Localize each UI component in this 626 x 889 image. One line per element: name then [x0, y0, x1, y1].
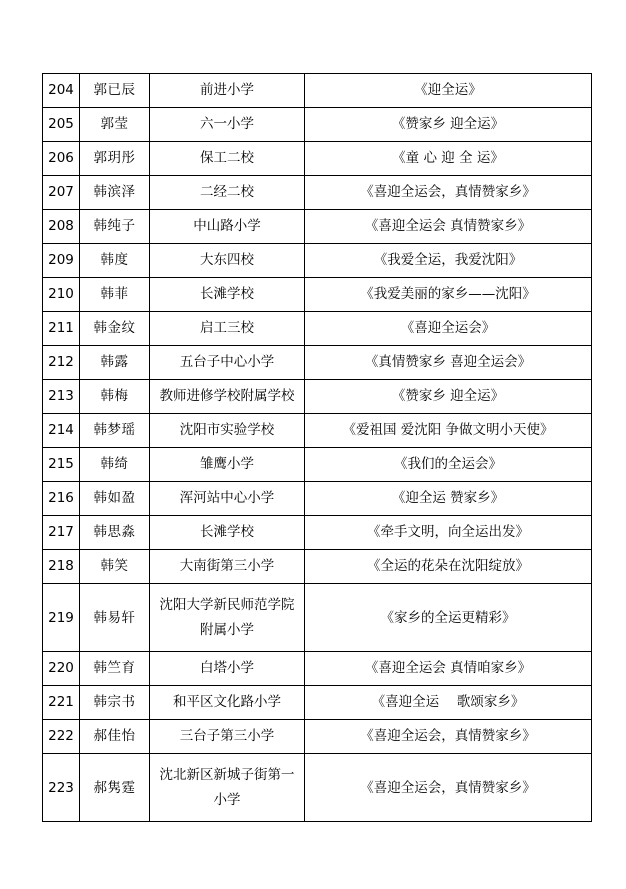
table-row [43, 652, 592, 686]
school-name [150, 754, 305, 822]
entry-number: 214 [43, 414, 80, 448]
table-row [43, 210, 592, 244]
work-title: 《我们的全运会》 [305, 448, 592, 482]
work-title: 《爱祖国 爱沈阳 争做文明小天使》 [305, 414, 592, 448]
work-title: 《全运的花朵在沈阳绽放》 [305, 550, 592, 584]
entry-number: 218 [43, 550, 80, 584]
work-title: 《喜迎全运会，真情赞家乡》 [305, 176, 592, 210]
table-row [43, 380, 592, 414]
student-name: 郝隽霆 [80, 754, 150, 822]
school-name: 浑河站中心小学 [150, 482, 305, 516]
table-row [43, 244, 592, 278]
student-name: 韩滨泽 [80, 176, 150, 210]
student-name: 郭莹 [80, 108, 150, 142]
school-name: 长滩学校 [150, 516, 305, 550]
work-title: 《喜迎全运 歌颂家乡》 [305, 686, 592, 720]
school-name-line: 小学 [213, 791, 241, 808]
school-name: 启工三校 [150, 312, 305, 346]
student-name: 郭玥彤 [80, 142, 150, 176]
school-name: 教师进修学校附属学校 [150, 380, 305, 414]
work-title: 《迎全运》 [305, 74, 592, 108]
student-name: 韩纯子 [80, 210, 150, 244]
school-name: 保工二校 [150, 142, 305, 176]
student-name: 韩竺育 [80, 652, 150, 686]
student-name: 韩金纹 [80, 312, 150, 346]
entry-number: 220 [43, 652, 80, 686]
work-title: 《迎全运 赞家乡》 [305, 482, 592, 516]
school-name: 白塔小学 [150, 652, 305, 686]
work-title: 《真情赞家乡 喜迎全运会》 [305, 346, 592, 380]
work-title: 《我爱美丽的家乡——沈阳》 [305, 278, 592, 312]
entry-number: 223 [43, 754, 80, 822]
table-row [43, 550, 592, 584]
school-name: 前进小学 [150, 74, 305, 108]
table-row [43, 754, 592, 822]
school-name-line: 沈北新区新城子街第一 [159, 766, 295, 783]
entry-number: 206 [43, 142, 80, 176]
school-name: 大南街第三小学 [150, 550, 305, 584]
school-name: 二经二校 [150, 176, 305, 210]
school-name: 中山路小学 [150, 210, 305, 244]
student-name: 韩绮 [80, 448, 150, 482]
work-title: 《赞家乡 迎全运》 [305, 380, 592, 414]
student-name: 韩梦瑶 [80, 414, 150, 448]
student-name: 韩梅 [80, 380, 150, 414]
table-row [43, 176, 592, 210]
entry-number: 219 [43, 584, 80, 652]
student-name: 韩思淼 [80, 516, 150, 550]
school-name: 大东四校 [150, 244, 305, 278]
entry-number: 205 [43, 108, 80, 142]
student-name: 韩度 [80, 244, 150, 278]
work-title: 《家乡的全运更精彩》 [305, 584, 592, 652]
work-title: 《喜迎全运会，真情赞家乡》 [305, 720, 592, 754]
entry-number: 221 [43, 686, 80, 720]
student-name: 郭已辰 [80, 74, 150, 108]
entry-number: 208 [43, 210, 80, 244]
school-name: 沈阳市实验学校 [150, 414, 305, 448]
entry-table-body [43, 74, 592, 822]
table-row [43, 346, 592, 380]
student-name: 韩笑 [80, 550, 150, 584]
student-name: 韩菲 [80, 278, 150, 312]
school-name: 三台子第三小学 [150, 720, 305, 754]
student-name: 韩宗书 [80, 686, 150, 720]
work-title: 《喜迎全运会》 [305, 312, 592, 346]
table-row [43, 720, 592, 754]
work-title: 《童 心 迎 全 运》 [305, 142, 592, 176]
work-title: 《赞家乡 迎全运》 [305, 108, 592, 142]
student-name: 韩易轩 [80, 584, 150, 652]
student-name: 韩如盈 [80, 482, 150, 516]
entry-table [42, 73, 592, 822]
table-row [43, 516, 592, 550]
work-title: 《我爱全运，我爱沈阳》 [305, 244, 592, 278]
school-name: 六一小学 [150, 108, 305, 142]
student-name: 韩露 [80, 346, 150, 380]
work-title: 《牵手文明，向全运出发》 [305, 516, 592, 550]
table-row [43, 448, 592, 482]
table-row [43, 278, 592, 312]
table-row [43, 414, 592, 448]
school-name-line: 沈阳大学新民师范学院 [159, 596, 295, 613]
school-name [150, 584, 305, 652]
work-title: 《喜迎全运会 真情赞家乡》 [305, 210, 592, 244]
entry-number: 215 [43, 448, 80, 482]
entry-number: 207 [43, 176, 80, 210]
table-row [43, 584, 592, 652]
entry-number: 210 [43, 278, 80, 312]
school-name: 长滩学校 [150, 278, 305, 312]
table-row [43, 686, 592, 720]
entry-number: 222 [43, 720, 80, 754]
entry-number: 212 [43, 346, 80, 380]
table-row [43, 482, 592, 516]
entry-number: 209 [43, 244, 80, 278]
work-title: 《喜迎全运会，真情赞家乡》 [305, 754, 592, 822]
entry-number: 216 [43, 482, 80, 516]
school-name: 和平区文化路小学 [150, 686, 305, 720]
entry-number: 217 [43, 516, 80, 550]
table-row [43, 108, 592, 142]
student-name: 郝佳怡 [80, 720, 150, 754]
entry-number: 213 [43, 380, 80, 414]
table-row [43, 142, 592, 176]
table-row [43, 312, 592, 346]
school-name: 五台子中心小学 [150, 346, 305, 380]
work-title: 《喜迎全运会 真情咱家乡》 [305, 652, 592, 686]
school-name: 雏鹰小学 [150, 448, 305, 482]
entry-number: 211 [43, 312, 80, 346]
entry-number: 204 [43, 74, 80, 108]
table-row [43, 74, 592, 108]
school-name-line: 附属小学 [200, 621, 254, 638]
